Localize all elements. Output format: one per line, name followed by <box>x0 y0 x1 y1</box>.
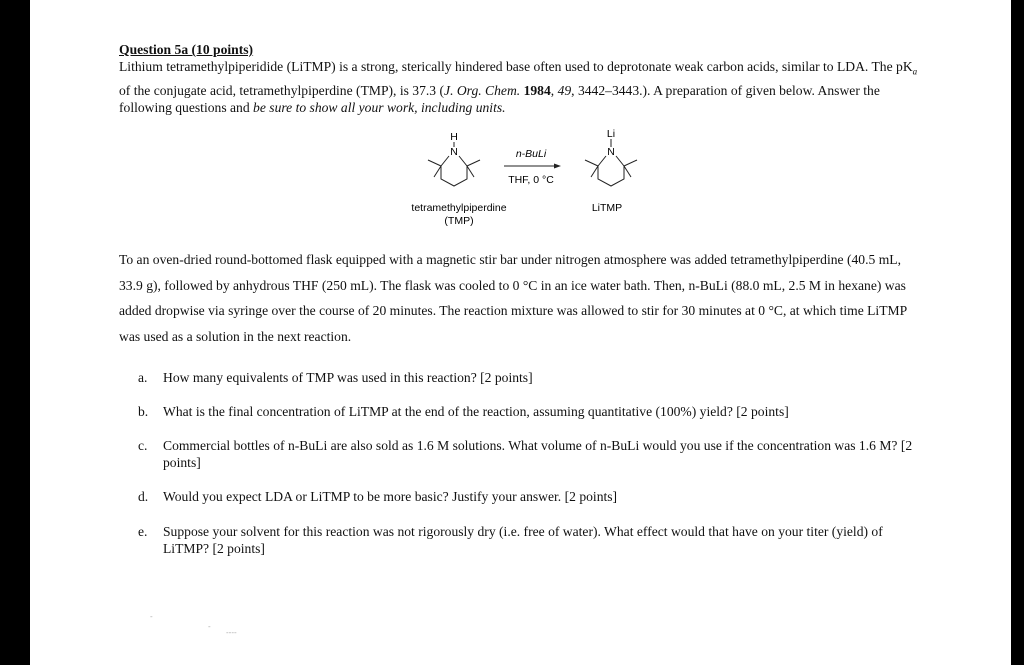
journal-pages: , 3442–3443.). A preparation of given below. Answer the following questions and <box>119 82 880 115</box>
procedure-paragraph: To an oven-dried round-bottomed flask equipped with a magnetic stir bar under nitrogen atmosphere was added tetramethylpiperdine (40.5 mL, 33.9 g), followed by anhydrous THF (250 mL). The flask was cooled to 0 °C in an ice water bath. Then, n-BuLi (88.0 mL, 2.5 M in hexane) was added dropwise via syringe over the course of 20 minutes. The reaction mixture was allowed to stir for 30 minutes at 0 °C, at which time LiTMP was used as a solution in the next reaction. <box>119 252 907 344</box>
question-intro: Lithium tetramethylpiperidide (LiTMP) is a strong, sterically hindered base often used to deprotonate weak carbon acids, similar to LDA. The $pK_a$ of the conjugate acid, tetramethylpiperdine (TMP), is 37.3 (J. Org. Chem. 1984, 49, 3442–3443.). A preparation of given below. Answer the following questions and be sure to show all your work, including units. <box>119 59 918 115</box>
reaction-arrow <box>504 164 561 169</box>
part-d <box>138 488 923 505</box>
part-a-text: How many equivalents of TMP was used in this reaction? [2 points] <box>163 370 533 385</box>
part-e-label: e. <box>138 524 148 539</box>
part-a-label: a. <box>138 370 148 385</box>
part-e <box>138 523 923 557</box>
question-header <box>119 41 919 116</box>
document-page <box>30 0 1011 665</box>
intro-emphasis: be sure to show all your work, including units. <box>253 99 506 115</box>
part-d-label: d. <box>138 489 149 504</box>
conditions-label: THF, 0 °C <box>508 174 554 186</box>
part-d-text: Would you expect LDA or LiTMP to be more basic? Justify your answer. [2 points] <box>163 489 618 504</box>
part-b <box>138 403 923 420</box>
footer-mark-3: ---- <box>226 628 237 637</box>
question-title: Question 5a (10 points) <box>119 42 254 57</box>
tmp-n-atom: N <box>450 146 458 158</box>
intro-text-2: of the conjugate acid, tetramethylpiperdine (TMP), is 37.3 ( <box>119 82 445 98</box>
reaction-scheme <box>30 124 1011 234</box>
intro-text-1: Lithium tetramethylpiperidide (LiTMP) is a strong, sterically hindered base often used to deprotonate weak carbon acids, similar to LDA. The pK <box>119 59 913 75</box>
litmp-li-atom: Li <box>606 128 616 140</box>
part-b-text: What is the final concentration of LiTMP at the end of the reaction, assuming quantitative (100%) yield? [2 points] <box>163 404 789 419</box>
reactant-abbr: (TMP) <box>444 215 474 227</box>
reactant-name: tetramethylpiperdine <box>411 202 507 214</box>
part-b-label: b. <box>138 404 149 419</box>
part-c-label: c. <box>138 438 148 453</box>
litmp-n-atom: N <box>607 146 615 158</box>
part-c-text: Commercial bottles of n-BuLi are also sold as 1.6 M solutions. What volume of n-BuLi would you use if the concentration was 1.6 M? [2 points] <box>163 438 913 470</box>
journal-year: 1984 <box>523 82 551 98</box>
intro-subscript: a <box>912 67 918 78</box>
product-name: LiTMP <box>591 202 623 214</box>
journal-name: J. Org. Chem. <box>444 82 521 98</box>
part-e-text: Suppose your solvent for this reaction was not rigorously dry (i.e. free of water). What effect would that have on your titer (yield) of LiTMP? [2 points] <box>163 524 883 556</box>
reagent-label: n-BuLi <box>515 148 547 160</box>
footer-mark-2: - <box>208 622 211 631</box>
part-c <box>138 437 923 471</box>
journal-volume: 49 <box>557 82 572 98</box>
part-a <box>138 369 923 386</box>
footer-mark-1: - <box>150 612 153 621</box>
tmp-h-atom: H <box>450 131 458 143</box>
